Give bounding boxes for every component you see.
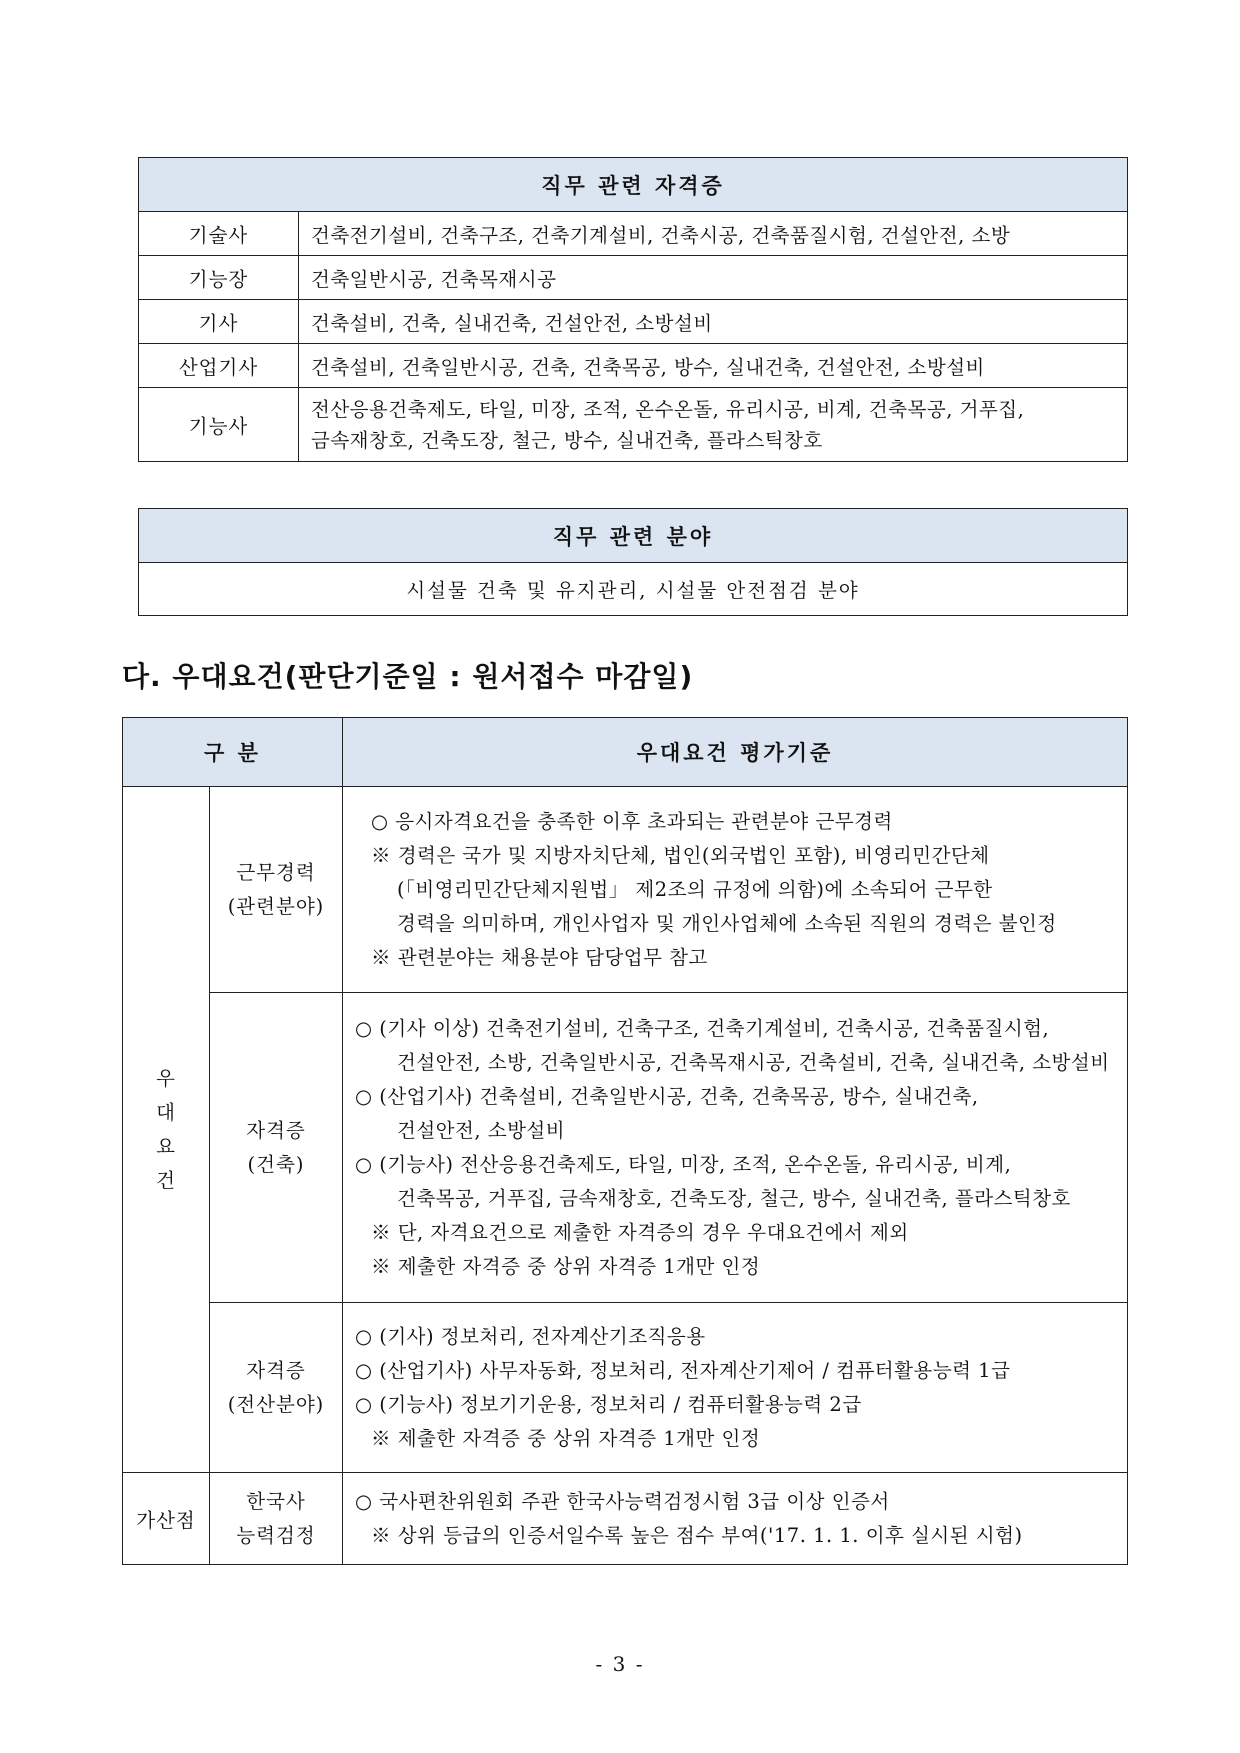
cert-grade: 산업기사: [139, 344, 299, 388]
cert-grade: 기능사: [139, 388, 299, 462]
cert-table: [138, 157, 1128, 462]
table-row: [139, 344, 1128, 388]
field-table-title: 직무 관련 분야: [139, 509, 1128, 563]
cert-it-criteria: ○ (기사) 정보처리, 전자계산기조직응용 ○ (산업기사) 사무자동화, 정보처리, 전자계산기제어 / 컴퓨터활용능력 1급 ○ (기능사) 정보기기운용, 정보처리 / 컴퓨터활용능력 2급 ※ 제출한 자격증 중 상위 자격증 1개만 인정: [343, 1303, 1128, 1473]
page-number: - 3 -: [595, 1652, 645, 1676]
row-label-cert-it: 자격증 (전산분야): [210, 1303, 343, 1473]
cert-items: 건축설비, 건축일반시공, 건축, 건축목공, 방수, 실내건축, 건설안전, 소방설비: [299, 344, 1128, 388]
row-label-career: 근무경력 (관련분야): [210, 787, 343, 993]
section-heading: 다. 우대요건(판단기준일 : 원서접수 마감일): [122, 660, 694, 693]
cert-table-title: 직무 관련 자격증: [139, 158, 1128, 212]
table-row: [139, 388, 1128, 462]
cert-grade: 기능장: [139, 256, 299, 300]
row-label-korean-history: 한국사 능력검정: [210, 1473, 343, 1565]
header-criteria: 우대요건 평가기준: [343, 718, 1128, 787]
cert-items: [299, 388, 1128, 462]
table-row: [139, 256, 1128, 300]
bonus-criteria: ○ 국사편찬위원회 주관 한국사능력검정시험 3급 이상 인증서 ※ 상위 등급의 인증서일수록 높은 점수 부여('17. 1. 1. 이후 실시된 시험): [343, 1473, 1128, 1565]
preference-table: [122, 717, 1128, 1565]
cert-grade: 기술사: [139, 212, 299, 256]
cert-items: 건축설비, 건축, 실내건축, 건설안전, 소방설비: [299, 300, 1128, 344]
group-label-bonus: 가산점: [123, 1473, 210, 1565]
row-label-cert-arch: 자격증 (건축): [210, 993, 343, 1303]
table-row: [123, 1303, 1128, 1473]
cert-items-line: 전산응용건축제도, 타일, 미장, 조적, 온수온돌, 유리시공, 비계, 건축목공, 거푸집,: [311, 397, 1025, 421]
group-label-preference: 우 대 요 건: [123, 787, 210, 1473]
cert-items-line: 금속재창호, 건축도장, 철근, 방수, 실내건축, 플라스틱창호: [311, 428, 823, 452]
cert-grade: 기사: [139, 300, 299, 344]
cert-items: 건축전기설비, 건축구조, 건축기계설비, 건축시공, 건축품질시험, 건설안전, 소방: [299, 212, 1128, 256]
cert-items: 건축일반시공, 건축목재시공: [299, 256, 1128, 300]
table-row: [139, 300, 1128, 344]
table-row: [123, 993, 1128, 1303]
header-category: 구 분: [123, 718, 343, 787]
table-row: [123, 787, 1128, 993]
career-criteria: ○ 응시자격요건을 충족한 이후 초과되는 관련분야 근무경력 ※ 경력은 국가 및 지방자치단체, 법인(외국법인 포함), 비영리민간단체 (「비영리민간단체지원법」 제2조의 규정에 의함)에 소속되어 근무한 경력을 의미하며, 개인사업자 및 개인사업체에 소속된 직원의 경력은 불인정 ※ 관련분야는 채용분야 담당업무 참고: [343, 787, 1128, 993]
table-row: [123, 1473, 1128, 1565]
cert-arch-criteria: ○ (기사 이상) 건축전기설비, 건축구조, 건축기계설비, 건축시공, 건축품질시험, 건설안전, 소방, 건축일반시공, 건축목재시공, 건축설비, 건축, 실내건축, 소방설비 ○ (산업기사) 건축설비, 건축일반시공, 건축, 건축목공, 방수, 실내건축, 건설안전, 소방설비 ○ (기능사) 전산응용건축제도, 타일, 미장, 조적, 온수온돌, 유리시공, 비계, 건축목공, 거푸집, 금속재창호, 건축도장, 철근, 방수, 실내건축, 플라스틱창호 ※ 단, 자격요건으로 제출한 자격증의 경우 우대요건에서 제외 ※ 제출한 자격증 중 상위 자격증 1개만 인정: [343, 993, 1128, 1303]
field-table: [138, 508, 1128, 616]
field-content: 시설물 건축 및 유지관리, 시설물 안전점검 분야: [139, 563, 1128, 616]
table-row: [139, 212, 1128, 256]
